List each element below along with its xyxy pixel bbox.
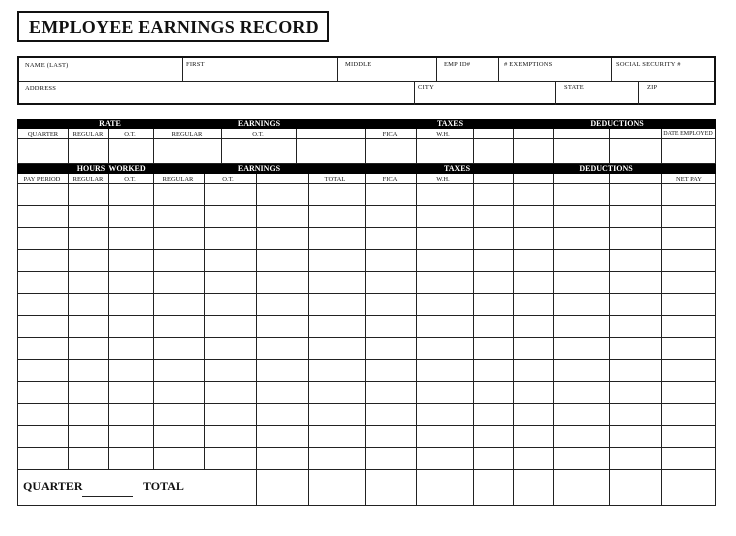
rate-col-earnings-ot: O.T. (252, 131, 264, 138)
table-column-divider (256, 174, 257, 505)
hours-col-pay-period: PAY PERIOD (23, 176, 61, 183)
hours-section-header-bar (17, 164, 716, 174)
hours-col-total: TOTAL (324, 176, 346, 183)
table-column-divider (153, 174, 154, 469)
field-label-middle: MIDDLE (345, 61, 372, 68)
hours-deductions-header: DEDUCTIONS (579, 164, 633, 173)
hours-col-earnings-ot: O.T. (222, 176, 234, 183)
table-row-divider (18, 403, 715, 404)
table-row-divider (18, 183, 715, 184)
rate-taxes-header: TAXES (436, 119, 464, 128)
table-column-divider (609, 174, 610, 505)
rate-deductions-header: DEDUCTIONS (590, 119, 644, 128)
field-label-address: ADDRESS (25, 85, 57, 92)
table-row-divider (18, 359, 715, 360)
form-title: EMPLOYEE EARNINGS RECORD (29, 17, 319, 37)
hours-header: HOURS (76, 164, 106, 173)
table-column-divider (553, 174, 554, 505)
table-row-divider (18, 205, 715, 206)
table-row-divider (18, 271, 715, 272)
rate-col-ot: O.T. (124, 131, 136, 138)
hours-section-table (17, 174, 716, 506)
table-row-divider (18, 337, 715, 338)
table-column-divider (416, 174, 417, 505)
field-label-city: CITY (418, 84, 434, 91)
rate-section-header-bar (17, 119, 716, 129)
table-column-divider (473, 174, 474, 505)
table-row-divider (18, 249, 715, 250)
worked-header: WORKED (108, 164, 146, 173)
hours-col-wh: W.H. (436, 176, 450, 183)
field-label-first: FIRST (186, 61, 205, 68)
rate-col-quarter: QUARTER (27, 131, 59, 138)
rate-col-fica: FICA (382, 131, 398, 138)
rate-col-date-employed: DATE EMPLOYED (663, 131, 713, 137)
hours-col-net-pay: NET PAY (676, 176, 702, 183)
hours-col-ot: O.T. (124, 176, 136, 183)
table-column-divider (365, 174, 366, 505)
rate-header: RATE (99, 119, 121, 128)
hours-earnings-header: EARNINGS (237, 164, 281, 173)
table-column-divider (661, 174, 662, 505)
hours-col-fica: FICA (382, 176, 398, 183)
table-row-divider (18, 469, 715, 470)
rate-col-regular: REGULAR (72, 131, 104, 138)
table-row-divider (18, 227, 715, 228)
rate-earnings-header: EARNINGS (237, 119, 281, 128)
quarter-blank-line (82, 496, 133, 497)
table-column-divider (513, 174, 514, 505)
hours-taxes-header: TAXES (443, 164, 471, 173)
table-column-divider (108, 174, 109, 469)
field-label-name-last: NAME (LAST) (25, 62, 69, 69)
table-column-divider (204, 174, 205, 469)
field-label-social-security: SOCIAL SECURITY # (616, 61, 681, 68)
quarter-total-label: QUARTER (23, 479, 83, 493)
rate-section-table (17, 129, 716, 164)
table-column-divider (68, 174, 69, 469)
table-row-divider (18, 293, 715, 294)
rate-col-earnings-regular: REGULAR (171, 131, 203, 138)
field-label-zip: ZIP (647, 84, 658, 91)
field-label-exemptions: # EXEMPTIONS (504, 61, 553, 68)
field-label-emp-id: EMP ID# (444, 61, 471, 68)
table-row-divider (18, 315, 715, 316)
field-label-state: STATE (564, 84, 584, 91)
hours-col-regular: REGULAR (72, 176, 104, 183)
employee-info-box (17, 56, 716, 105)
table-row-divider (18, 447, 715, 448)
form-title-box (17, 11, 329, 42)
rate-col-wh: W.H. (436, 131, 450, 138)
hours-col-earnings-regular: REGULAR (162, 176, 194, 183)
total-label: TOTAL (143, 479, 184, 493)
table-row-divider (18, 425, 715, 426)
table-column-divider (308, 174, 309, 505)
table-row-divider (18, 381, 715, 382)
